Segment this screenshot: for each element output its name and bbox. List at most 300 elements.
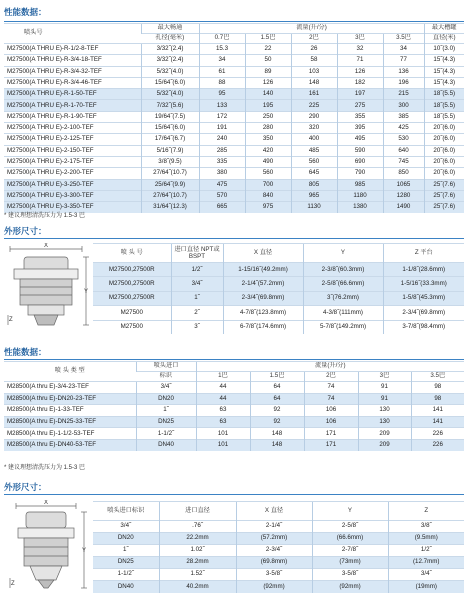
table-cell: 1130: [291, 202, 337, 213]
table-cell: M27500(A THRU E)-3-300-TEF: [4, 190, 141, 201]
table-cell: 98: [411, 393, 464, 405]
table-cell: M28500(A thru E)-DN25-33-TEF: [4, 416, 136, 428]
col-header-pressure: 2巴: [291, 34, 337, 44]
col-header-min-passage-unit: 孔径(毫米): [141, 34, 199, 44]
table-row: [4, 439, 464, 451]
table-cell: 18˝(5.5): [424, 89, 464, 100]
table-cell: 101: [196, 428, 250, 440]
table-cell: 31/64˝(12.3): [141, 202, 199, 213]
table-cell: 300: [383, 100, 424, 111]
table-row: [93, 306, 464, 320]
table-cell: 106: [304, 416, 358, 428]
table-cell: 285: [199, 145, 245, 156]
table-cell: 1˝: [171, 291, 223, 305]
table-cell: 3/4˝: [136, 382, 196, 394]
table-cell: 15˝(4.3): [424, 66, 464, 77]
table-cell: DN25: [93, 557, 159, 569]
table-row: [4, 405, 464, 417]
table-cell: 1.02˝: [159, 545, 236, 557]
table-cell: 20˝(6.0): [424, 145, 464, 156]
table-cell: 40.2mm: [159, 581, 236, 593]
table-cell: 88: [199, 77, 245, 88]
table-cell: 20˝(6.0): [424, 168, 464, 179]
table-cell: 130: [358, 405, 411, 417]
footnote-2: * 建议理想清洗压力为 1.5-3 巴: [4, 465, 86, 471]
col-header: X 直径: [223, 244, 303, 263]
col-header-min-passage: 最大畅通: [141, 24, 199, 34]
col-header: 进口直径 NPT或 BSPT: [171, 244, 223, 263]
table-cell: 19/64˝(7.5): [141, 111, 199, 122]
col-header: Y: [312, 502, 388, 521]
table-row: [93, 277, 464, 291]
table-cell: DN20: [136, 393, 196, 405]
table-cell: 1-5/8˝(45.3mm): [383, 291, 464, 305]
table-cell: M27500(A THRU E)-2-175-TEF: [4, 156, 141, 167]
table-row: [93, 521, 464, 533]
table-cell: 2-1/4˝(57.2mm): [223, 277, 303, 291]
table-cell: 1.52˝: [159, 569, 236, 581]
section-2-rule: [4, 238, 464, 239]
table-cell: 745: [383, 156, 424, 167]
dimensions-table-1: [93, 243, 464, 334]
table-cell: 1380: [337, 202, 383, 213]
drawing-label-y: Y: [82, 548, 87, 554]
table-cell: 2-5/8˝(66.6mm): [303, 277, 383, 291]
table-cell: 92: [250, 405, 304, 417]
col-header: Z: [388, 502, 464, 521]
table-row: [4, 55, 464, 66]
table-cell: 32: [337, 44, 383, 55]
table-cell: M27500(A THRU E)-2-100-TEF: [4, 123, 141, 134]
table-cell: 71: [337, 55, 383, 66]
table-cell: 44: [196, 382, 250, 394]
table-cell: M27500(A THRU E)-R-3/4-46-TEF: [4, 77, 141, 88]
table-cell: 64: [250, 382, 304, 394]
table-cell: 2-3/4˝(69.8mm): [383, 306, 464, 320]
table-cell: DN40: [136, 439, 196, 451]
section-1-title: 性能数据：: [4, 8, 47, 18]
table-cell: 89: [245, 66, 291, 77]
table-row: [93, 533, 464, 545]
table-cell: M27500(A THRU E)-R-1-50-TEF: [4, 89, 141, 100]
table-row: [4, 66, 464, 77]
table-cell: 18˝(5.5): [424, 100, 464, 111]
table-cell: 64: [250, 393, 304, 405]
table-row: [4, 428, 464, 440]
table-cell: 665: [199, 202, 245, 213]
table-cell: 225: [291, 100, 337, 111]
table-cell: 34: [199, 55, 245, 66]
drawing-label-x: X: [44, 243, 49, 249]
table-cell: 50: [245, 55, 291, 66]
table-cell: 1/2˝: [388, 545, 464, 557]
col-header-pressure: 1巴: [196, 372, 250, 382]
table-cell: M27500(A THRU E)-R-3/4-18-TEF: [4, 55, 141, 66]
table-row: [4, 134, 464, 145]
table-cell: 148: [250, 439, 304, 451]
table-row: [4, 44, 464, 55]
table-cell: 1280: [383, 190, 424, 201]
table-cell: 101: [196, 439, 250, 451]
table-cell: M27500(A THRU E)-R-3/4-32-TEF: [4, 66, 141, 77]
table-cell: M27500(A THRU E)-2-125-TEF: [4, 134, 141, 145]
table-cell: 840: [245, 190, 291, 201]
table-cell: 20˝(6.0): [424, 156, 464, 167]
table-cell: 1/2˝: [171, 263, 223, 277]
table-cell: 400: [291, 134, 337, 145]
table-cell: 700: [245, 179, 291, 190]
table-cell: 15˝(4.3): [424, 77, 464, 88]
dimensions-table-2: [93, 501, 464, 593]
table-cell: 1-15/16˝(49.2mm): [223, 263, 303, 277]
table-cell: 570: [199, 190, 245, 201]
table-row: [4, 190, 464, 201]
col-header: 喷 头 号: [93, 244, 171, 263]
table-cell: 560: [245, 168, 291, 179]
table-cell: 2˝: [171, 306, 223, 320]
table-cell: 3-5/8˝: [312, 569, 388, 581]
table-cell: 209: [358, 439, 411, 451]
table-row: [4, 89, 464, 100]
table-cell: 1-5/16˝(33.3mm): [383, 277, 464, 291]
table-cell: M28500(A thru E)-1-33-TEF: [4, 405, 136, 417]
table-cell: M28500(A thru E)-1-1/2-53-TEF: [4, 428, 136, 440]
table-cell: M27500(A THRU E)-R-1-90-TEF: [4, 111, 141, 122]
table-cell: 91: [358, 382, 411, 394]
table-cell: 226: [411, 428, 464, 440]
table-cell: 182: [337, 77, 383, 88]
table-cell: 126: [245, 77, 291, 88]
table-cell: 74: [304, 382, 358, 394]
table-cell: DN40: [93, 581, 159, 593]
table-cell: 5-7/8˝(149.2mm): [303, 320, 383, 334]
table-cell: M28500(A thru E)-DN20-23-TEF: [4, 393, 136, 405]
table-cell: (66.6mm): [312, 533, 388, 545]
table-cell: (57.2mm): [236, 533, 312, 545]
table-cell: 1065: [383, 179, 424, 190]
nozzle-drawing-2: [6, 500, 90, 598]
section-3-rule: [4, 359, 464, 360]
section-3-title: 性能数据：: [4, 348, 47, 358]
col-header-nozzle-no: 喷头号: [4, 24, 141, 44]
nozzle-drawing-1: [6, 243, 90, 335]
table-cell: 44: [196, 393, 250, 405]
table-cell: M27500: [93, 320, 171, 334]
table-cell: 26: [291, 44, 337, 55]
table-cell: 140: [245, 89, 291, 100]
table-cell: 27/64˝(10.7): [141, 190, 199, 201]
table-cell: 161: [291, 89, 337, 100]
table-row: [4, 156, 464, 167]
table-cell: 95: [199, 89, 245, 100]
col-header-max-cone: 最大槽罐: [424, 24, 464, 34]
col-header-pressure: 0.7巴: [199, 34, 245, 44]
table-row: [4, 123, 464, 134]
table-cell: 355: [337, 111, 383, 122]
table-cell: 191: [199, 123, 245, 134]
table-cell: 15/64˝(6.0): [141, 123, 199, 134]
table-row: [93, 263, 464, 277]
table-cell: 171: [304, 439, 358, 451]
table-cell: 74: [304, 393, 358, 405]
table-cell: 92: [250, 416, 304, 428]
col-header-pressure: 3.5巴: [383, 34, 424, 44]
table-cell: 171: [304, 428, 358, 440]
table-cell: 350: [245, 134, 291, 145]
table-cell: 495: [337, 134, 383, 145]
table-cell: 3/32˝(2.4): [141, 44, 199, 55]
col-header-pressure: 2巴: [304, 372, 358, 382]
table-cell: 25˝(7.6): [424, 202, 464, 213]
table-cell: (19mm): [388, 581, 464, 593]
table-cell: .76˝: [159, 521, 236, 533]
table-cell: 25/64˝(9.9): [141, 179, 199, 190]
table-cell: 640: [383, 145, 424, 156]
table-cell: 22: [245, 44, 291, 55]
col-header-pressure: 3巴: [337, 34, 383, 44]
table-cell: 1180: [337, 190, 383, 201]
table-cell: 98: [411, 382, 464, 394]
table-row: [93, 557, 464, 569]
table-row: [93, 581, 464, 593]
table-cell: 3/8˝(9.5): [141, 156, 199, 167]
table-cell: 420: [245, 145, 291, 156]
table-cell: 850: [383, 168, 424, 179]
table-cell: 280: [245, 123, 291, 134]
table-cell: 975: [245, 202, 291, 213]
table-cell: M27500(A THRU E)-R-1-70-TEF: [4, 100, 141, 111]
table-cell: 530: [383, 134, 424, 145]
col-header-inlet-id: 标识: [136, 372, 196, 382]
table-row: [4, 416, 464, 428]
col-header: Y: [303, 244, 383, 263]
table-cell: 5/32˝(4.0): [141, 66, 199, 77]
table-cell: 645: [291, 168, 337, 179]
table-cell: M27500,27500R: [93, 263, 171, 277]
table-cell: 34: [383, 44, 424, 55]
col-header-type: 喷 头 类 型: [4, 362, 136, 382]
col-header-pressure: 1.5巴: [250, 372, 304, 382]
table-cell: 490: [245, 156, 291, 167]
table-row: [93, 569, 464, 581]
table-cell: 195: [245, 100, 291, 111]
table-cell: 2-7/8˝: [312, 545, 388, 557]
col-header-flow: 流量(升/分): [196, 362, 464, 372]
table-cell: (12.7mm): [388, 557, 464, 569]
table-cell: M27500: [93, 306, 171, 320]
table-cell: 3/4˝: [388, 569, 464, 581]
table-cell: 77: [383, 55, 424, 66]
table-cell: 385: [383, 111, 424, 122]
table-cell: M28500(A thru E)-DN40-53-TEF: [4, 439, 136, 451]
table-cell: 2-3/4˝: [236, 545, 312, 557]
table-cell: 320: [291, 123, 337, 134]
table-cell: 590: [337, 145, 383, 156]
table-cell: 335: [199, 156, 245, 167]
table-cell: 2-3/4˝(69.8mm): [223, 291, 303, 305]
table-cell: 1-1/2˝: [136, 428, 196, 440]
table-row: [4, 382, 464, 394]
performance-table-2: [4, 361, 464, 451]
drawing-label-z: Z: [11, 581, 15, 587]
table-cell: 1490: [383, 202, 424, 213]
footnote-1: * 建议理想清洗压力为 1.5-3 巴: [4, 213, 86, 219]
drawing-label-x: X: [44, 500, 49, 506]
table-cell: (9.5mm): [388, 533, 464, 545]
table-cell: 172: [199, 111, 245, 122]
table-cell: 1-1/2˝: [93, 569, 159, 581]
col-header: 喷头进口标识: [93, 502, 159, 521]
drawing-label-z: Z: [9, 317, 13, 323]
col-header-pressure: 1.5巴: [245, 34, 291, 44]
table-cell: 290: [291, 111, 337, 122]
table-cell: 250: [245, 111, 291, 122]
table-row: [93, 545, 464, 557]
col-header-inlet: 喷头进口: [136, 362, 196, 372]
col-header-pressure: 3巴: [358, 372, 411, 382]
table-row: [4, 168, 464, 179]
table-cell: 1˝: [136, 405, 196, 417]
table-cell: 25˝(7.6): [424, 190, 464, 201]
table-cell: 965: [291, 190, 337, 201]
table-cell: 15/64˝(6.0): [141, 77, 199, 88]
drawing-label-y: Y: [84, 289, 89, 295]
table-cell: 6-7/8˝(174.6mm): [223, 320, 303, 334]
col-header-flow: 流量(升/分): [199, 24, 424, 34]
table-cell: 3/8˝: [388, 521, 464, 533]
table-cell: 395: [337, 123, 383, 134]
table-cell: 63: [196, 405, 250, 417]
table-cell: 560: [291, 156, 337, 167]
table-row: [4, 393, 464, 405]
table-cell: 226: [411, 439, 464, 451]
table-cell: 4-3/8˝(111mm): [303, 306, 383, 320]
section-2-title: 外形尺寸：: [4, 227, 47, 237]
section-4-title: 外形尺寸：: [4, 483, 47, 493]
table-cell: 275: [337, 100, 383, 111]
table-cell: 148: [291, 77, 337, 88]
table-cell: 17/64˝(6.7): [141, 134, 199, 145]
table-cell: 196: [383, 77, 424, 88]
table-cell: 61: [199, 66, 245, 77]
table-cell: M27500(A THRU E)-R-1/2-8-TEF: [4, 44, 141, 55]
table-cell: (73mm): [312, 557, 388, 569]
table-cell: 197: [337, 89, 383, 100]
col-header: X 直径: [236, 502, 312, 521]
table-cell: 380: [199, 168, 245, 179]
table-row: [93, 320, 464, 334]
table-cell: 485: [291, 145, 337, 156]
table-cell: 5/32˝(4.0): [141, 89, 199, 100]
table-cell: 215: [383, 89, 424, 100]
table-cell: 475: [199, 179, 245, 190]
table-cell: 133: [199, 100, 245, 111]
table-cell: 136: [383, 66, 424, 77]
table-cell: 63: [196, 416, 250, 428]
table-cell: 25˝(7.6): [424, 179, 464, 190]
section-1-rule: [4, 21, 464, 22]
table-cell: 106: [304, 405, 358, 417]
table-cell: M27500(A THRU E)-2-200-TEF: [4, 168, 141, 179]
table-cell: 240: [199, 134, 245, 145]
table-cell: 20˝(6.0): [424, 134, 464, 145]
table-cell: M27500,27500R: [93, 277, 171, 291]
table-cell: 126: [337, 66, 383, 77]
table-cell: M27500(A THRU E)-2-150-TEF: [4, 145, 141, 156]
table-cell: 5/16˝(7.9): [141, 145, 199, 156]
table-cell: 10˝(3.0): [424, 44, 464, 55]
table-cell: 1-1/8˝(28.6mm): [383, 263, 464, 277]
table-cell: (69.8mm): [236, 557, 312, 569]
section-4-rule: [4, 494, 464, 495]
table-cell: 7/32˝(5.6): [141, 100, 199, 111]
table-cell: 20˝(6.0): [424, 123, 464, 134]
table-cell: 3-7/8˝(98.4mm): [383, 320, 464, 334]
table-cell: 3/4˝: [93, 521, 159, 533]
table-cell: 790: [337, 168, 383, 179]
table-cell: 58: [291, 55, 337, 66]
table-cell: 690: [337, 156, 383, 167]
table-cell: (92mm): [312, 581, 388, 593]
table-cell: 985: [337, 179, 383, 190]
col-header: 进口直径: [159, 502, 236, 521]
table-cell: DN20: [93, 533, 159, 545]
table-cell: 148: [250, 428, 304, 440]
table-cell: 3/32˝(2.4): [141, 55, 199, 66]
table-cell: 209: [358, 428, 411, 440]
col-header-pressure: 3.5巴: [411, 372, 464, 382]
table-cell: 2-1/4˝: [236, 521, 312, 533]
table-cell: 27/64˝(10.7): [141, 168, 199, 179]
table-cell: DN25: [136, 416, 196, 428]
table-cell: 3˝: [171, 320, 223, 334]
table-row: [4, 111, 464, 122]
table-cell: 22.2mm: [159, 533, 236, 545]
table-row: [93, 291, 464, 305]
table-cell: 2-5/8˝: [312, 521, 388, 533]
table-cell: 141: [411, 416, 464, 428]
col-header-max-cone-unit: 直径(米): [424, 34, 464, 44]
table-cell: 130: [358, 416, 411, 428]
table-cell: 425: [383, 123, 424, 134]
col-header: Z 平台: [383, 244, 464, 263]
table-cell: 141: [411, 405, 464, 417]
table-row: [4, 145, 464, 156]
table-cell: 4-7/8˝(123.8mm): [223, 306, 303, 320]
table-cell: 15.3: [199, 44, 245, 55]
table-cell: 2-3/8˝(60.3mm): [303, 263, 383, 277]
table-row: [4, 179, 464, 190]
table-cell: 15˝(4.3): [424, 55, 464, 66]
table-cell: M27500(A THRU E)-3-250-TEF: [4, 179, 141, 190]
table-cell: 3˝(76.2mm): [303, 291, 383, 305]
table-cell: 3/4˝: [171, 277, 223, 291]
table-cell: 805: [291, 179, 337, 190]
performance-table-1: [4, 23, 464, 213]
table-row: [4, 100, 464, 111]
table-cell: 1˝: [93, 545, 159, 557]
table-cell: (92mm): [236, 581, 312, 593]
table-cell: 3-5/8˝: [236, 569, 312, 581]
table-cell: 103: [291, 66, 337, 77]
table-cell: 28.2mm: [159, 557, 236, 569]
table-row: [4, 77, 464, 88]
table-cell: M27500,27500R: [93, 291, 171, 305]
table-cell: M28500(A thru E)-3/4-23-TEF: [4, 382, 136, 394]
table-cell: 91: [358, 393, 411, 405]
table-cell: 18˝(5.5): [424, 111, 464, 122]
table-cell: M27500(A THRU E)-3-350-TEF: [4, 202, 141, 213]
